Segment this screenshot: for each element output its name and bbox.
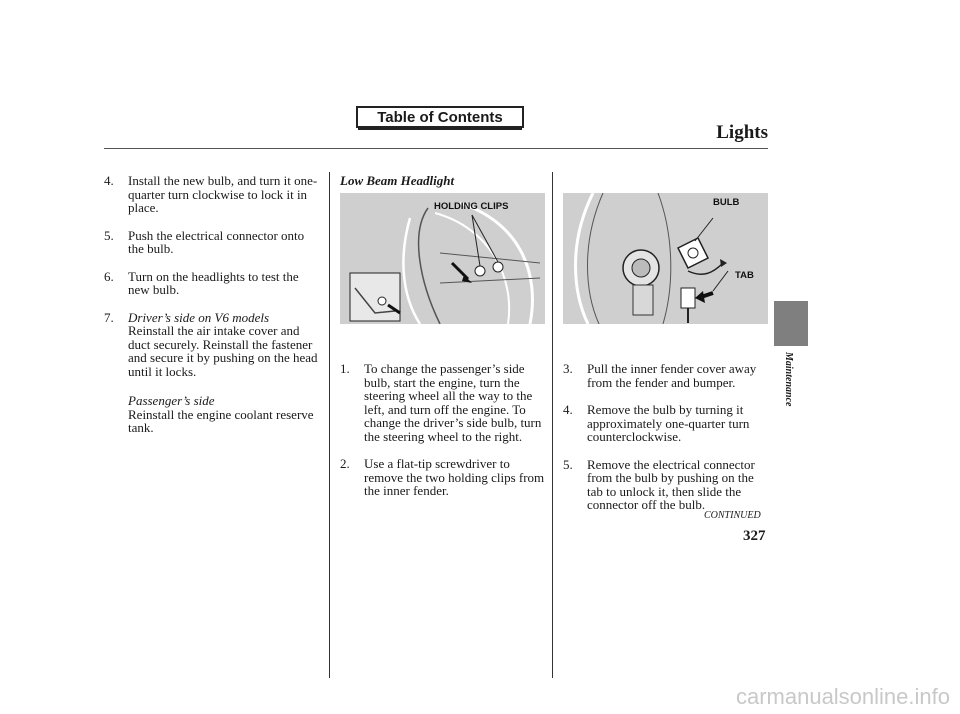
table-of-contents-button[interactable]: Table of Contents (356, 106, 524, 128)
list-item: 2. Use a flat-tip screwdriver to remove the two holding clips from the inner fender. (340, 456, 545, 498)
column-divider-right (552, 172, 553, 678)
headlight-illustration (563, 193, 768, 324)
section-title: Lights (716, 122, 768, 143)
column-divider-left (329, 172, 330, 678)
fender-illustration (340, 193, 545, 324)
page-number: 327 (743, 528, 766, 544)
list-item: 4. Install the new bulb, and turn it one-quarter turn clockwise to lock it in place. (104, 173, 318, 215)
list-item: 1. To change the passenger’s side bulb, start the engine, turn the steering wheel all the way to the left, and turn off the engine. To change the driver’s side bulb, turn the steering wheel to the right. (340, 361, 542, 444)
step-subheading: Driver’s side on V6 models (128, 309, 270, 325)
callout-bulb: BULB (713, 197, 740, 208)
subheading-low-beam: Low Beam Headlight (340, 173, 455, 188)
list-item: 6. Turn on the headlights to test the new bulb. (104, 268, 299, 297)
list-item: 5. Push the electrical connector onto the bulb. (104, 227, 305, 256)
side-label-maintenance: Maintenance (783, 352, 794, 407)
callout-holding-clips: HOLDING CLIPS (434, 201, 509, 212)
list-item: 7. Driver’s side on V6 models Reinstall the air intake cover and duct securely. Reinstall the fastener and secure it by pushing on the head until it locks. (104, 311, 322, 379)
list-item: 4. Remove the bulb by turning it approximately one-quarter turn counterclockwise. (563, 402, 750, 444)
header-rule (104, 148, 768, 149)
right-column (563, 362, 770, 526)
list-item: 5. Remove the electrical connector from the bulb by pushing on the tab to unlock it, then slide the connector off the bulb. (563, 456, 755, 512)
middle-column (340, 362, 547, 512)
list-item: 3. Pull the inner fender cover away from the fender and bumper. (563, 361, 757, 390)
left-column (104, 174, 322, 435)
callout-tab: TAB (735, 270, 754, 281)
section-tab-marker (774, 301, 808, 346)
watermark: carmanualsonline.info (735, 684, 950, 709)
continued-label: CONTINUED (704, 510, 761, 521)
bulb-tab-figure (563, 193, 768, 324)
holding-clips-figure (340, 193, 545, 324)
step-subheading: Passenger’s side (128, 393, 215, 408)
passenger-note: Passenger’s side Reinstall the engine coolant reserve tank. (104, 394, 322, 435)
